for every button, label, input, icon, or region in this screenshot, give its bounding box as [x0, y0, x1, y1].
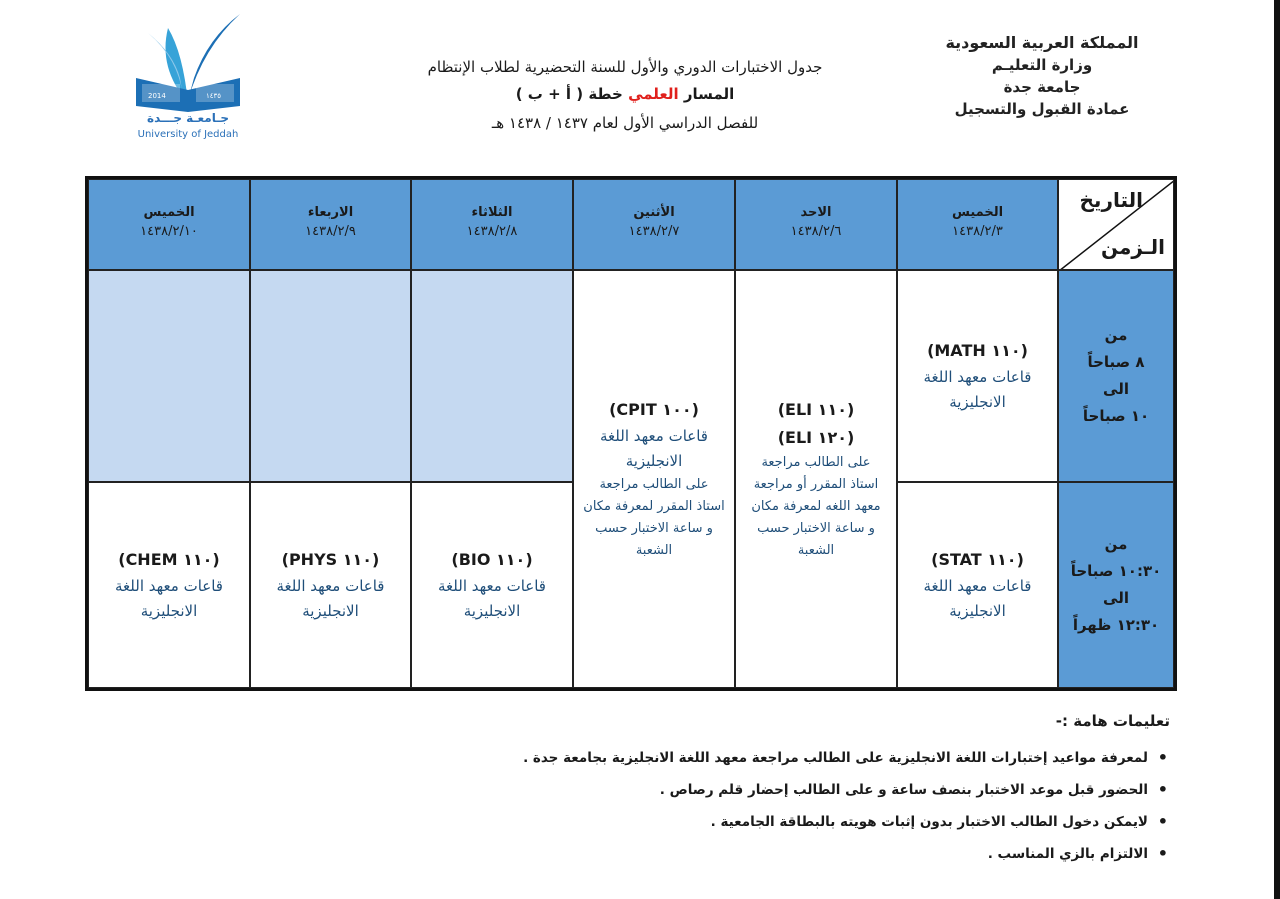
exam-room: قاعات معهد اللغة [600, 427, 708, 445]
time-end: ١٠ صباحاً [1082, 407, 1150, 425]
day-name: الثلاثاء [471, 205, 513, 220]
exam-note: على الطالب مراجعة [599, 477, 709, 492]
page-edge [1274, 0, 1280, 899]
time-slot-1 [1058, 270, 1174, 482]
ministry-header [932, 32, 1152, 120]
term-line: للفصل الدراسي الأول لعام ١٤٣٧ / ١٤٣٨ هـ [491, 114, 759, 132]
time-to: الى [1103, 589, 1129, 607]
track-line [390, 79, 860, 109]
corner-date-label: التاريخ [1079, 188, 1143, 212]
document-heading [390, 55, 860, 137]
exam-cell-stat [897, 482, 1058, 688]
instruction-item: • لايمكن دخول الطالب الاختبار بدون إثبات هويته بالبطاقة الجامعية . [270, 806, 1148, 838]
instruction-item: • الالتزام بالزي المناسب . [270, 838, 1148, 870]
exam-note: و ساعة الاختبار حسب [595, 521, 713, 536]
day-date: ١٤٣٨/٢/٩ [305, 224, 356, 239]
track-highlight: العلمي [628, 85, 679, 103]
course-code: (BIO ١١٠) [451, 550, 533, 569]
exam-room: الانجليزية [463, 602, 521, 620]
deanship-name: عمادة القبول والتسجيل [954, 100, 1130, 118]
instructions-list [270, 742, 1170, 870]
exam-room: الانجليزية [140, 602, 198, 620]
exam-note: الشعبة [635, 543, 673, 558]
course-code: (CHEM ١١٠) [118, 550, 220, 569]
time-slot-2 [1058, 482, 1174, 688]
day-name: الاربعاء [307, 205, 354, 220]
logo-year-right: ١٤٣٥ [206, 92, 222, 100]
exam-cell-bio [411, 482, 573, 688]
day-name: الأثنين [633, 205, 675, 220]
empty-cell [411, 270, 573, 482]
logo-emblem-icon [128, 8, 248, 113]
exam-room: الانجليزية [949, 602, 1006, 620]
track-prefix: المسار [678, 85, 735, 103]
exam-cell-cpit [573, 270, 735, 688]
university-name: جامعة جدة [1003, 78, 1081, 96]
exam-cell-eli [735, 270, 897, 688]
day-date: ١٤٣٨/٢/٦ [790, 224, 842, 239]
day-header [88, 179, 250, 270]
day-header [250, 179, 411, 270]
exam-room: قاعات معهد اللغة [115, 577, 223, 595]
course-code: (ELI ١٢٠) [777, 428, 855, 447]
day-name: الاحد [800, 205, 832, 220]
day-date: ١٤٣٨/٢/٨ [466, 224, 518, 239]
exam-cell-chem [88, 482, 250, 688]
exam-note: معهد اللغه لمعرفة مكان [751, 499, 881, 514]
time-end: ١٢:٣٠ ظهراً [1072, 616, 1160, 634]
course-code: (MATH ١١٠) [927, 341, 1028, 360]
instruction-item: • الحضور قبل موعد الاختبار بنصف ساعة و على الطالب إحضار قلم رصاص . [270, 774, 1148, 806]
exam-note: استاذ المقرر أو مراجعة [753, 477, 879, 492]
empty-cell [88, 270, 250, 482]
logo-english-name: University of Jeddah [137, 129, 239, 140]
day-date: ١٤٣٨/٢/١٠ [140, 224, 198, 239]
exam-room: قاعات معهد اللغة [923, 368, 1032, 386]
exam-room: الانجليزية [625, 452, 683, 470]
day-date: ١٤٣٨/٢/٣ [952, 224, 1003, 239]
logo-arabic-name: جـامعـة جـــدة [147, 111, 229, 125]
exam-note: الشعبة [797, 543, 835, 558]
logo-year-left: 2014 [148, 92, 166, 100]
time-start: ١٠:٣٠ صباحاً [1070, 562, 1162, 580]
time-from: من [1104, 326, 1128, 344]
exam-room: قاعات معهد اللغة [438, 577, 546, 595]
instruction-item: • لمعرفة مواعيد إختبارات اللغة الانجليزية على الطالب مراجعة معهد اللغة الانجليزية بجامعة جدة . [270, 742, 1148, 774]
exam-note: على الطالب مراجعة [761, 455, 871, 470]
time-start: ٨ صباحاً [1087, 353, 1145, 371]
corner-cell [1058, 179, 1174, 270]
instructions-section [270, 708, 1170, 870]
time-to: الى [1103, 380, 1129, 398]
day-name: الخميس [951, 205, 1004, 220]
day-header [573, 179, 735, 270]
exam-cell-math [897, 270, 1058, 482]
exam-room: قاعات معهد اللغة [276, 577, 385, 595]
empty-cell [250, 270, 411, 482]
exam-note: و ساعة الاختبار حسب [757, 521, 875, 536]
exam-room: الانجليزية [302, 602, 359, 620]
exam-room: الانجليزية [949, 393, 1006, 411]
corner-time-label: الـزمن [1100, 235, 1165, 259]
course-code: (STAT ١١٠) [931, 550, 1024, 569]
day-header [735, 179, 897, 270]
exam-cell-phys [250, 482, 411, 688]
day-name: الخميس [143, 205, 195, 220]
track-suffix: خطة ( أ + ب ) [515, 85, 629, 103]
instructions-heading: تعليمات هامة :- [1055, 712, 1170, 730]
day-date: ١٤٣٨/٢/٧ [628, 224, 680, 239]
course-code: (CPIT ١٠٠) [609, 400, 699, 419]
exam-room: قاعات معهد اللغة [923, 577, 1032, 595]
course-code: (PHYS ١١٠) [281, 550, 380, 569]
schedule-title: جدول الاختبارات الدوري والأول للسنة التحضيرية لطلاب الإنتظام [427, 58, 823, 76]
kingdom-name: المملكة العربية السعودية [945, 33, 1139, 52]
exam-note: استاذ المقرر لمعرفة مكان [583, 499, 725, 514]
exam-schedule-table [85, 176, 1177, 691]
day-header [897, 179, 1058, 270]
day-header [411, 179, 573, 270]
course-code: (ELI ١١٠) [777, 400, 855, 419]
time-from: من [1104, 535, 1128, 553]
university-logo [128, 8, 248, 148]
ministry-name: وزارة التعليـم [991, 56, 1093, 74]
